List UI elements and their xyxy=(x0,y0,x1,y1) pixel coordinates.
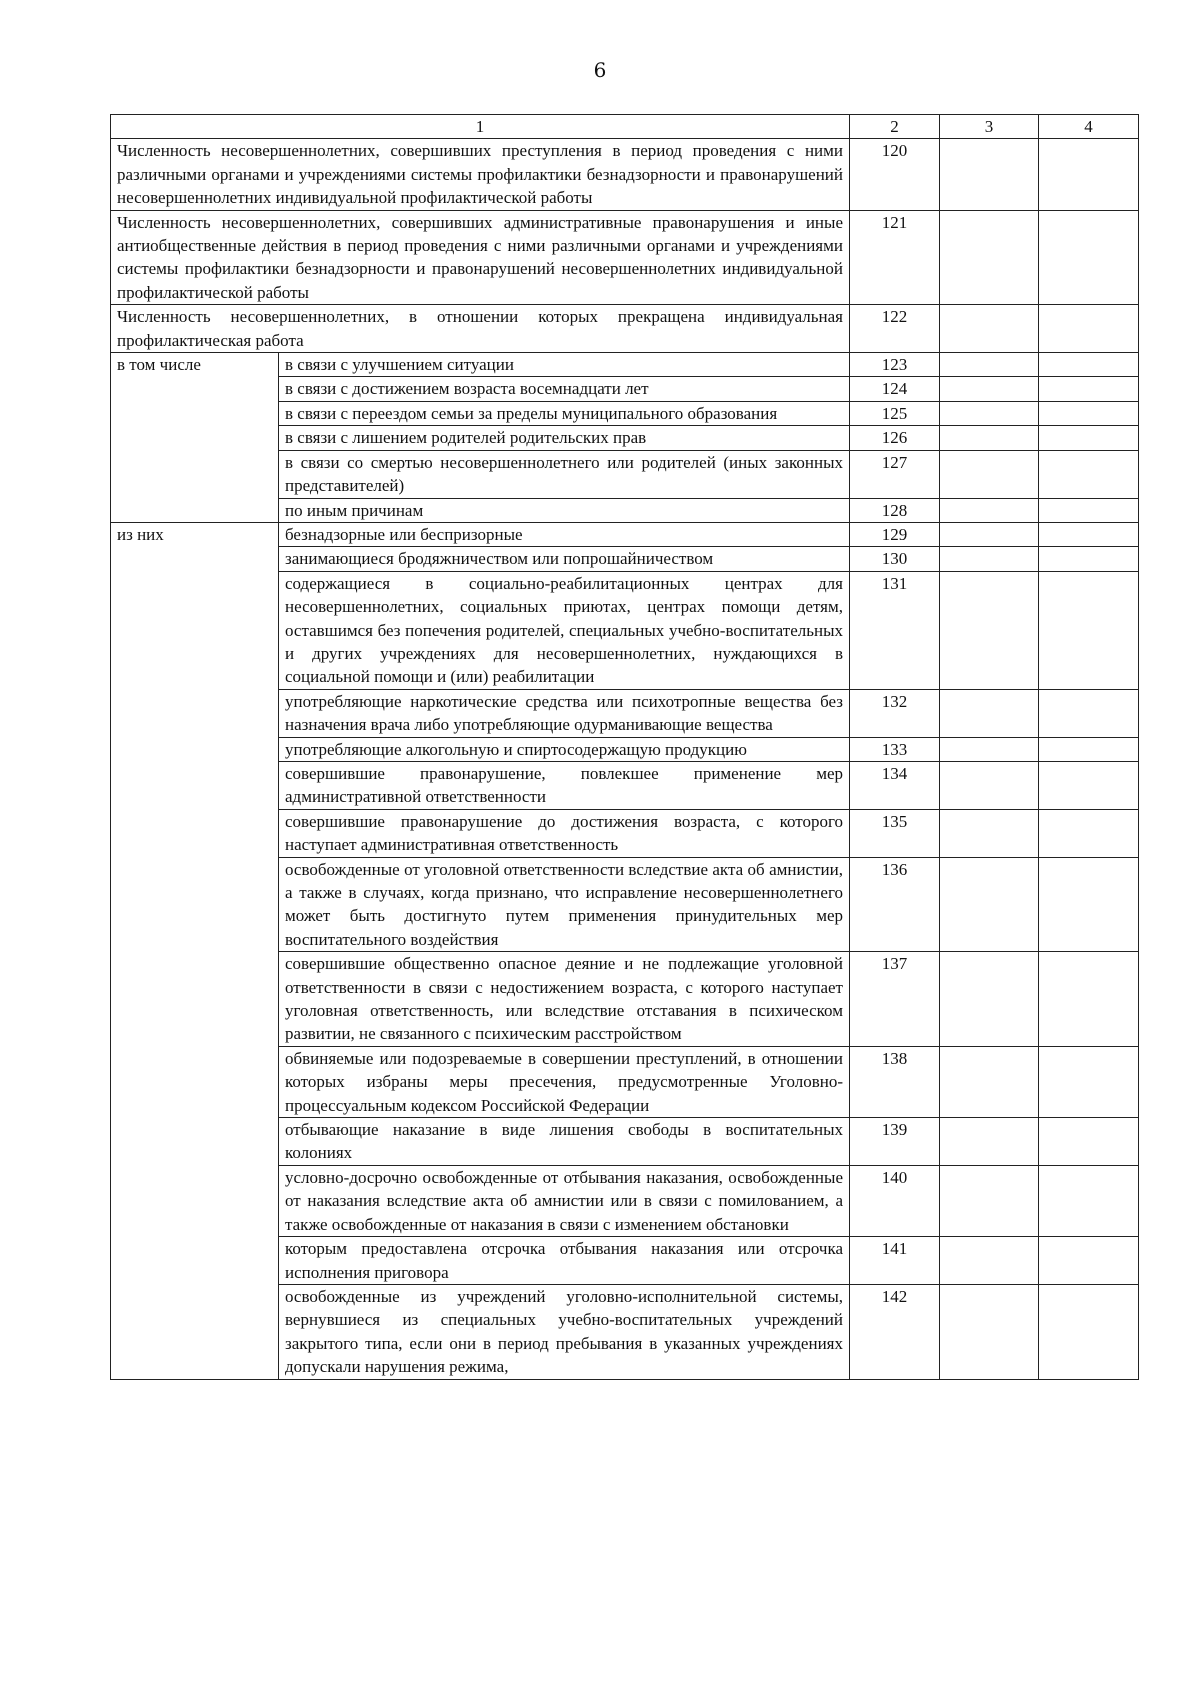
row-code: 123 xyxy=(850,353,940,377)
value-cell-col-4 xyxy=(1039,377,1139,401)
row-label: освобожденные из учреждений уголовно-исполнительной системы, вернувшиеся из специальных учебно-воспитательных учреждений закрытого типа, если они в период пребывания в указанных учреждениях допускали нарушения режима, xyxy=(279,1284,850,1379)
value-cell-col-3 xyxy=(940,737,1039,761)
value-cell-col-3 xyxy=(940,1237,1039,1285)
row-code: 142 xyxy=(850,1284,940,1379)
row-label: в связи с переездом семьи за пределы муниципального образования xyxy=(279,401,850,425)
value-cell-col-3 xyxy=(940,1046,1039,1117)
header-col-3: 3 xyxy=(940,115,1039,139)
value-cell-col-3 xyxy=(940,1284,1039,1379)
header-row xyxy=(111,115,1139,139)
table-row xyxy=(111,210,1139,305)
row-label: совершившие правонарушение, повлекшее применение мер административной ответственности xyxy=(279,761,850,809)
value-cell-col-4 xyxy=(1039,1046,1139,1117)
value-cell-col-3 xyxy=(940,689,1039,737)
row-code: 137 xyxy=(850,952,940,1047)
row-code: 134 xyxy=(850,761,940,809)
row-code: 125 xyxy=(850,401,940,425)
value-cell-col-4 xyxy=(1039,450,1139,498)
value-cell-col-4 xyxy=(1039,547,1139,571)
value-cell-col-4 xyxy=(1039,426,1139,450)
value-cell-col-3 xyxy=(940,353,1039,377)
row-label: в связи с достижением возраста восемнадцати лет xyxy=(279,377,850,401)
row-label: Численность несовершеннолетних, совершивших административные правонарушения и иные антиобщественные действия в период проведения с ними различными органами и учреждениями системы профилактики безнадзорности и правонарушений несовершеннолетних индивидуальной профилактической работы xyxy=(111,210,850,305)
table-row xyxy=(111,353,1139,377)
value-cell-col-4 xyxy=(1039,1165,1139,1236)
row-code: 140 xyxy=(850,1165,940,1236)
value-cell-col-4 xyxy=(1039,353,1139,377)
value-cell-col-3 xyxy=(940,522,1039,546)
row-label: в связи с лишением родителей родительских прав xyxy=(279,426,850,450)
value-cell-col-4 xyxy=(1039,210,1139,305)
row-code: 141 xyxy=(850,1237,940,1285)
value-cell-col-4 xyxy=(1039,809,1139,857)
row-code: 120 xyxy=(850,139,940,210)
value-cell-col-4 xyxy=(1039,498,1139,522)
page-number: 6 xyxy=(593,58,607,82)
value-cell-col-3 xyxy=(940,809,1039,857)
table-row xyxy=(111,522,1139,546)
header-col-1: 1 xyxy=(111,115,850,139)
value-cell-col-3 xyxy=(940,305,1039,353)
value-cell-col-3 xyxy=(940,210,1039,305)
value-cell-col-4 xyxy=(1039,761,1139,809)
row-label: употребляющие наркотические средства или психотропные вещества без назначения врача либо употребляющие одурманивающие вещества xyxy=(279,689,850,737)
value-cell-col-3 xyxy=(940,139,1039,210)
value-cell-col-4 xyxy=(1039,952,1139,1047)
value-cell-col-4 xyxy=(1039,737,1139,761)
value-cell-col-3 xyxy=(940,450,1039,498)
value-cell-col-3 xyxy=(940,377,1039,401)
row-label: занимающиеся бродяжничеством или попрошайничеством xyxy=(279,547,850,571)
row-code: 135 xyxy=(850,809,940,857)
value-cell-col-3 xyxy=(940,857,1039,952)
row-label: употребляющие алкогольную и спиртосодержащую продукцию xyxy=(279,737,850,761)
row-code: 133 xyxy=(850,737,940,761)
report-table xyxy=(110,114,1139,1380)
row-label: условно-досрочно освобожденные от отбывания наказания, освобожденные от наказания вследствие акта об амнистии или в связи с помилованием, а также освобожденные от наказания в связи с изменением обстановки xyxy=(279,1165,850,1236)
value-cell-col-3 xyxy=(940,1118,1039,1166)
row-label: безнадзорные или беспризорные xyxy=(279,522,850,546)
row-code: 126 xyxy=(850,426,940,450)
value-cell-col-4 xyxy=(1039,139,1139,210)
row-label: освобожденные от уголовной ответственности вследствие акта об амнистии, а также в случаях, когда признано, что исправление несовершеннолетнего может быть достигнуто путем применения принудительных мер воспитательного воздействия xyxy=(279,857,850,952)
row-code: 128 xyxy=(850,498,940,522)
row-code: 121 xyxy=(850,210,940,305)
table-row xyxy=(111,305,1139,353)
value-cell-col-4 xyxy=(1039,401,1139,425)
row-label: обвиняемые или подозреваемые в совершении преступлений, в отношении которых избраны меры пресечения, предусмотренные Уголовно-процессуальным кодексом Российской Федерации xyxy=(279,1046,850,1117)
row-code: 132 xyxy=(850,689,940,737)
value-cell-col-3 xyxy=(940,401,1039,425)
row-group-label: в том числе xyxy=(111,353,279,523)
row-code: 130 xyxy=(850,547,940,571)
value-cell-col-3 xyxy=(940,761,1039,809)
value-cell-col-3 xyxy=(940,547,1039,571)
row-label: совершившие общественно опасное деяние и не подлежащие уголовной ответственности в связи с недостижением возраста, с которого наступает уголовная ответственность, или вследствие отставания в психическом развитии, не связанного с психическим расстройством xyxy=(279,952,850,1047)
row-code: 124 xyxy=(850,377,940,401)
row-code: 129 xyxy=(850,522,940,546)
value-cell-col-3 xyxy=(940,571,1039,689)
value-cell-col-3 xyxy=(940,952,1039,1047)
value-cell-col-4 xyxy=(1039,857,1139,952)
row-code: 138 xyxy=(850,1046,940,1117)
row-code: 139 xyxy=(850,1118,940,1166)
table-row xyxy=(111,139,1139,210)
row-label: в связи со смертью несовершеннолетнего или родителей (иных законных представителей) xyxy=(279,450,850,498)
row-code: 122 xyxy=(850,305,940,353)
row-code: 136 xyxy=(850,857,940,952)
row-label: Численность несовершеннолетних, в отношении которых прекращена индивидуальная профилактическая работа xyxy=(111,305,850,353)
row-code: 131 xyxy=(850,571,940,689)
row-label: которым предоставлена отсрочка отбывания наказания или отсрочка исполнения приговора xyxy=(279,1237,850,1285)
row-label: отбывающие наказание в виде лишения свободы в воспитательных колониях xyxy=(279,1118,850,1166)
row-code: 127 xyxy=(850,450,940,498)
row-label: Численность несовершеннолетних, совершивших преступления в период проведения с ними различными органами и учреждениями системы профилактики безнадзорности и правонарушений несовершеннолетних индивидуальной профилактической работы xyxy=(111,139,850,210)
row-label: в связи с улучшением ситуации xyxy=(279,353,850,377)
header-col-4: 4 xyxy=(1039,115,1139,139)
value-cell-col-4 xyxy=(1039,1118,1139,1166)
value-cell-col-4 xyxy=(1039,1237,1139,1285)
value-cell-col-4 xyxy=(1039,689,1139,737)
row-label: по иным причинам xyxy=(279,498,850,522)
header-col-2: 2 xyxy=(850,115,940,139)
value-cell-col-4 xyxy=(1039,522,1139,546)
row-label: содержащиеся в социально-реабилитационных центрах для несовершеннолетних, социальных приютах, центрах помощи детям, оставшимся без попечения родителей, специальных учебно-воспитательных и других учреждениях для несовершеннолетних, нуждающихся в социальной помощи и (или) реабилитации xyxy=(279,571,850,689)
value-cell-col-4 xyxy=(1039,571,1139,689)
value-cell-col-3 xyxy=(940,498,1039,522)
row-label: совершившие правонарушение до достижения возраста, с которого наступает административная ответственность xyxy=(279,809,850,857)
value-cell-col-4 xyxy=(1039,1284,1139,1379)
row-group-label: из них xyxy=(111,522,279,1379)
value-cell-col-3 xyxy=(940,1165,1039,1236)
value-cell-col-3 xyxy=(940,426,1039,450)
value-cell-col-4 xyxy=(1039,305,1139,353)
